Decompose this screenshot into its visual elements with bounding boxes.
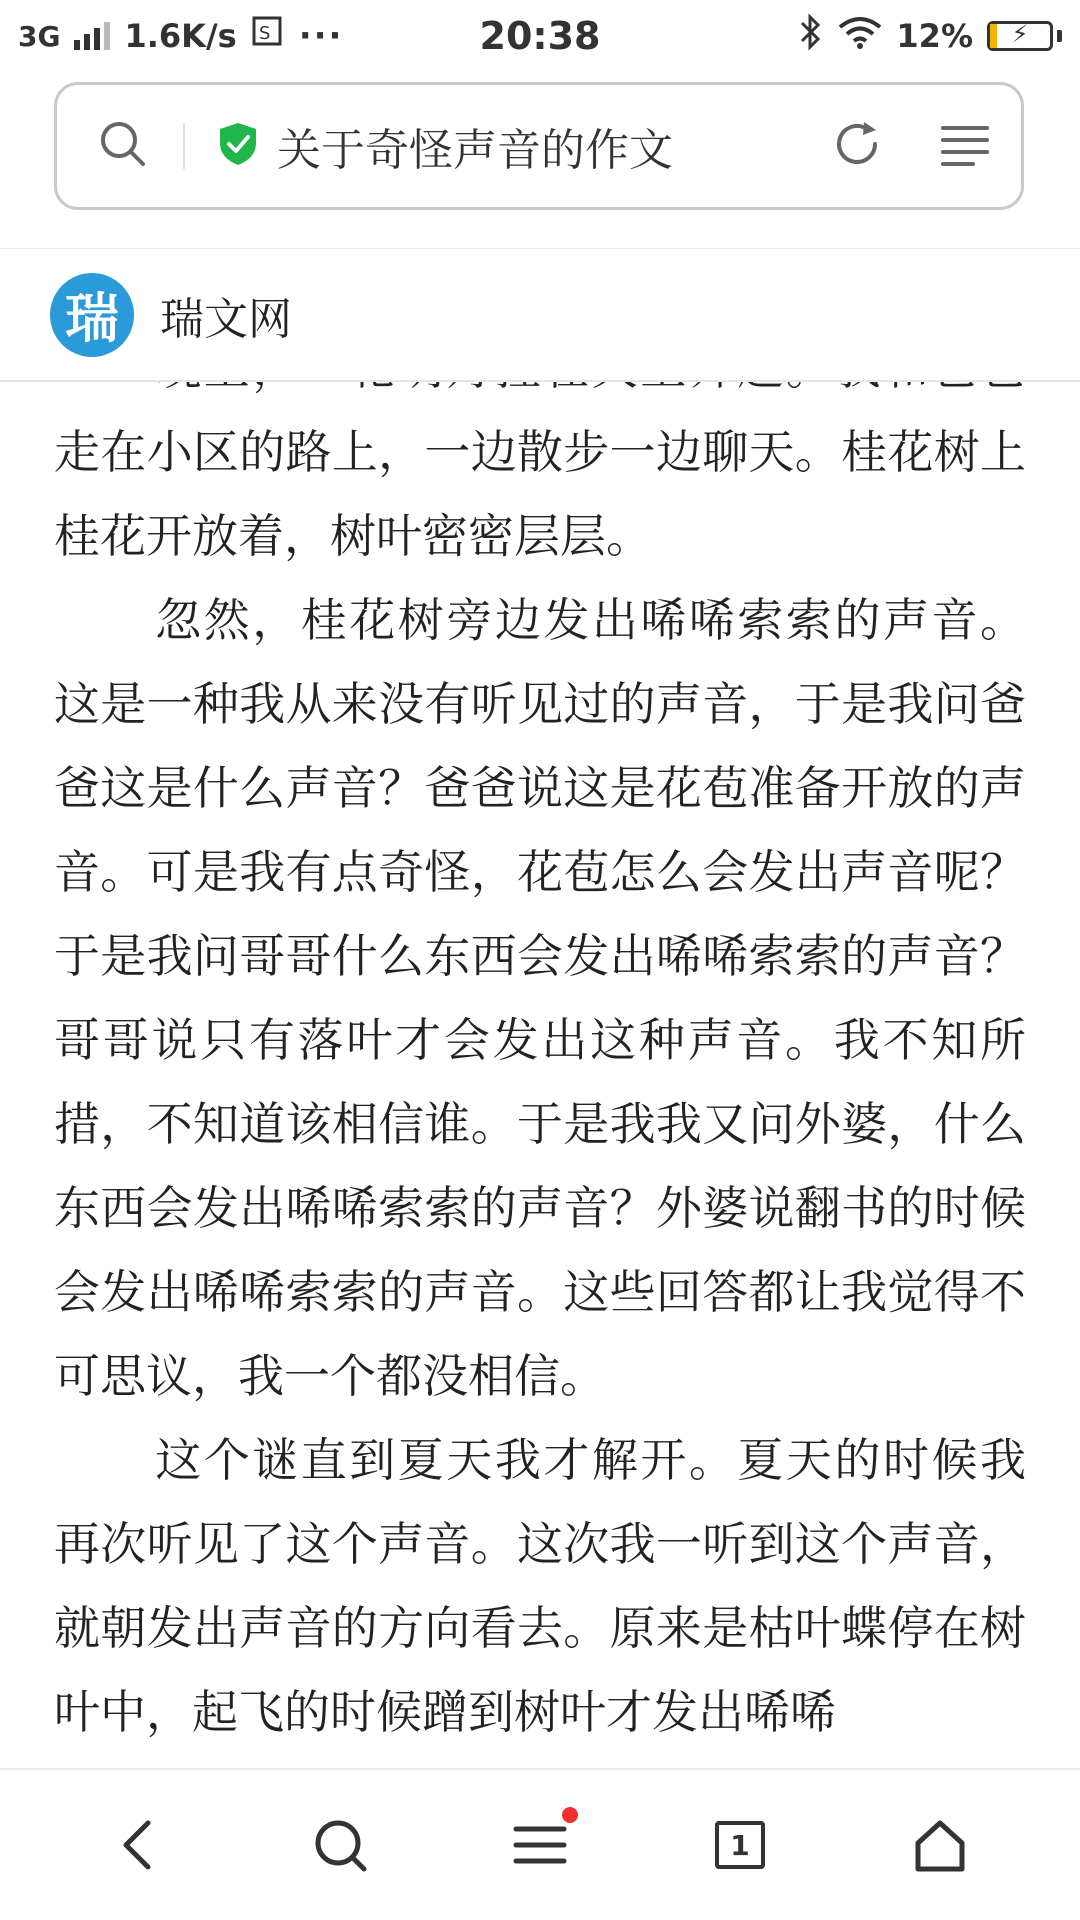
bluetooth-icon: [798, 13, 824, 60]
battery-icon: ⚡: [987, 21, 1062, 51]
site-logo[interactable]: 瑞: [50, 273, 134, 357]
signal-icon: [74, 22, 110, 50]
menu-icon[interactable]: [939, 122, 991, 170]
status-left: [18, 15, 540, 58]
home-button[interactable]: [880, 1785, 1000, 1905]
site-header[interactable]: [0, 248, 1080, 382]
article-paragraph: 这个谜直到夏天我才解开。夏天的时候我再次听见了这个声音。这次我一听到这个声音，就朝发出声音的方向看去。原来是枯叶蝶停在树叶中，起飞的时候蹭到树叶才发出唏唏: [54, 1433, 1026, 1739]
search-icon: [310, 1815, 370, 1875]
status-time: 20:38: [479, 14, 601, 58]
status-bar: [0, 0, 1080, 72]
address-bar[interactable]: [54, 82, 1024, 210]
network-speed: 1.6K/s: [124, 17, 237, 55]
menu-button[interactable]: [480, 1785, 600, 1905]
back-button[interactable]: [80, 1785, 200, 1905]
secure-shield-icon: [217, 121, 277, 171]
article-viewport[interactable]: [0, 382, 1080, 1768]
back-icon: [110, 1815, 170, 1875]
page-title[interactable]: 关于奇怪声音的作文: [277, 125, 673, 176]
svg-text:S: S: [258, 22, 271, 44]
home-icon: [910, 1815, 970, 1875]
status-right: [540, 13, 1062, 60]
tab-count: 1: [715, 1821, 765, 1869]
menu-icon: [510, 1815, 570, 1875]
search-button[interactable]: [280, 1785, 400, 1905]
network-type: 3G: [18, 19, 61, 53]
more-notifications-icon: ···: [298, 16, 344, 56]
site-name[interactable]: 瑞文网: [160, 293, 292, 345]
notification-dot: [562, 1807, 578, 1823]
wifi-icon: [838, 15, 882, 58]
search-icon[interactable]: [97, 118, 149, 174]
article-paragraph: 忽然，桂花树旁边发出唏唏索索的声音。这是一种我从来没有听见过的声音，于是我问爸爸这是什么声音？爸爸说这是花苞准备开放的声音。可是我有点奇怪，花苞怎么会发出声音呢？于是我问哥哥什么东西会发出唏唏索索的声音？哥哥说只有落叶才会发出这种声音。我不知所措，不知道该相信谁。于是我我又问外婆，什么东西会发出唏唏索索的声音？外婆说翻书的时候会发出唏唏索索的声音。这些回答都让我觉得不可思议，我一个都没相信。: [54, 593, 1026, 1403]
battery-percent: 12%: [896, 17, 973, 55]
refresh-icon[interactable]: [831, 118, 939, 174]
screenshot-notification-icon: [251, 15, 285, 58]
article-body: [54, 326, 1026, 1754]
bottom-nav: [0, 1768, 1080, 1920]
article-paragraph: 走在小区的路上，一边散步一边聊天。桂花树上桂花开放着，树叶密密层层。: [54, 425, 1026, 563]
address-divider: [183, 123, 185, 169]
tabs-button[interactable]: [680, 1785, 800, 1905]
